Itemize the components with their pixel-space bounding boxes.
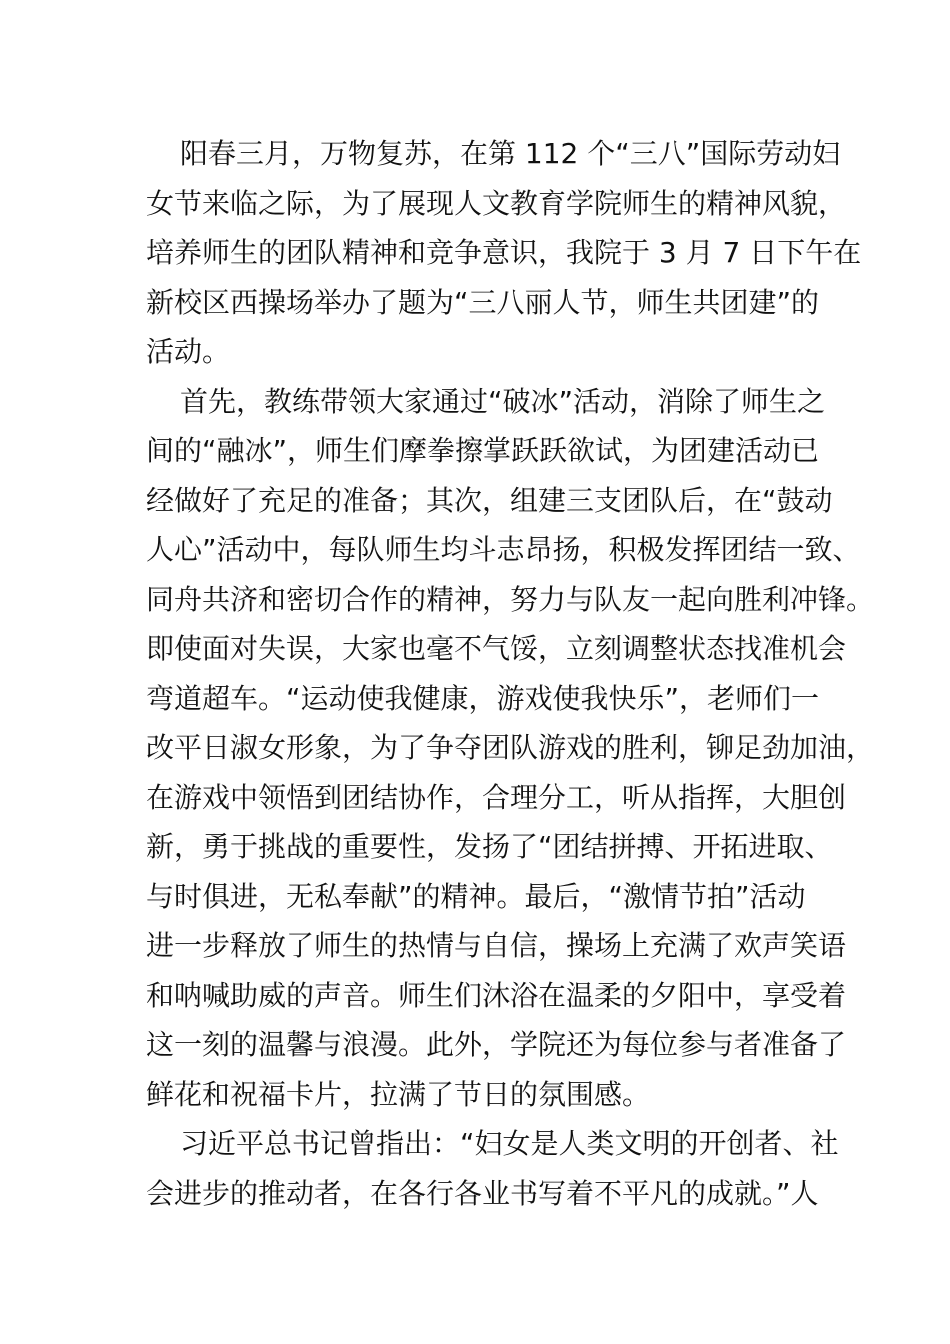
paragraph-2-line-3: 经做好了充足的准备；其次，组建三支团队后，在“鼓动	[146, 483, 833, 517]
paragraph-1-line-2: 女节来临之际，为了展现人文教育学院师生的精神风貌，	[146, 186, 847, 220]
paragraph-2-line-2: 间的“融冰”，师生们摩拳擦掌跃跃欲试，为团建活动已	[146, 434, 820, 467]
paragraph-2-line-15: 鲜花和祝福卡片，拉满了节日的氛围感。	[146, 1077, 651, 1111]
paragraph-2-line-5: 同舟共济和密切合作的精神，努力与队友一起向胜利冲锋。	[146, 582, 875, 616]
paragraph-2-line-14: 这一刻的温馨与浪漫。此外，学院还为每位参与者准备了	[146, 1028, 847, 1061]
paragraph-3-line-1: 习近平总书记曾指出：“妇女是人类文明的开创者、社	[180, 1127, 839, 1160]
paragraph-2-line-6: 即使面对失误，大家也毫不气馁，立刻调整状态找准机会	[146, 632, 847, 665]
paragraph-1-line-5: 活动。	[146, 335, 231, 368]
paragraph-2-line-1: 首先，教练带领大家通过“破冰”活动，消除了师生之	[180, 384, 826, 418]
paragraph-2-line-12: 进一步释放了师生的热情与自信，操场上充满了欢声笑语	[146, 929, 847, 962]
paragraph-2-line-4: 人心”活动中，每队师生均斗志昂扬，积极发挥团结一致、	[146, 533, 861, 566]
paragraph-2-line-10: 新，勇于挑战的重要性，发扬了“团结拼搏、开拓进取、	[146, 830, 833, 863]
paragraph-2-line-7: 弯道超车。“运动使我健康，游戏使我快乐”，老师们一	[146, 681, 820, 715]
paragraph-2-line-11: 与时俱进，无私奉献”的精神。最后，“激情节拍”活动	[146, 879, 806, 913]
paragraph-1-line-4: 新校区西操场举办了题为“三八丽人节，师生共团建”的	[146, 285, 820, 319]
paragraph-2-line-9: 在游戏中领悟到团结协作，合理分工，听从指挥，大胆创	[146, 780, 847, 814]
paragraph-2-line-8: 改平日淑女形象，为了争夺团队游戏的胜利，铆足劲加油，	[146, 731, 875, 764]
paragraph-1-line-1: 阳春三月，万物复苏，在第 112 个“三八”国际劳动妇	[180, 137, 841, 170]
article-body	[146, 129, 875, 1218]
paragraph-3-line-2: 会进步的推动者，在各行各业书写着不平凡的成就。”人	[146, 1176, 819, 1210]
paragraph-1-line-3: 培养师生的团队精神和竞争意识，我院于 3 月 7 日下午在	[146, 236, 862, 269]
paragraph-2-line-13: 和呐喊助威的声音。师生们沐浴在温柔的夕阳中，享受着	[146, 978, 847, 1012]
